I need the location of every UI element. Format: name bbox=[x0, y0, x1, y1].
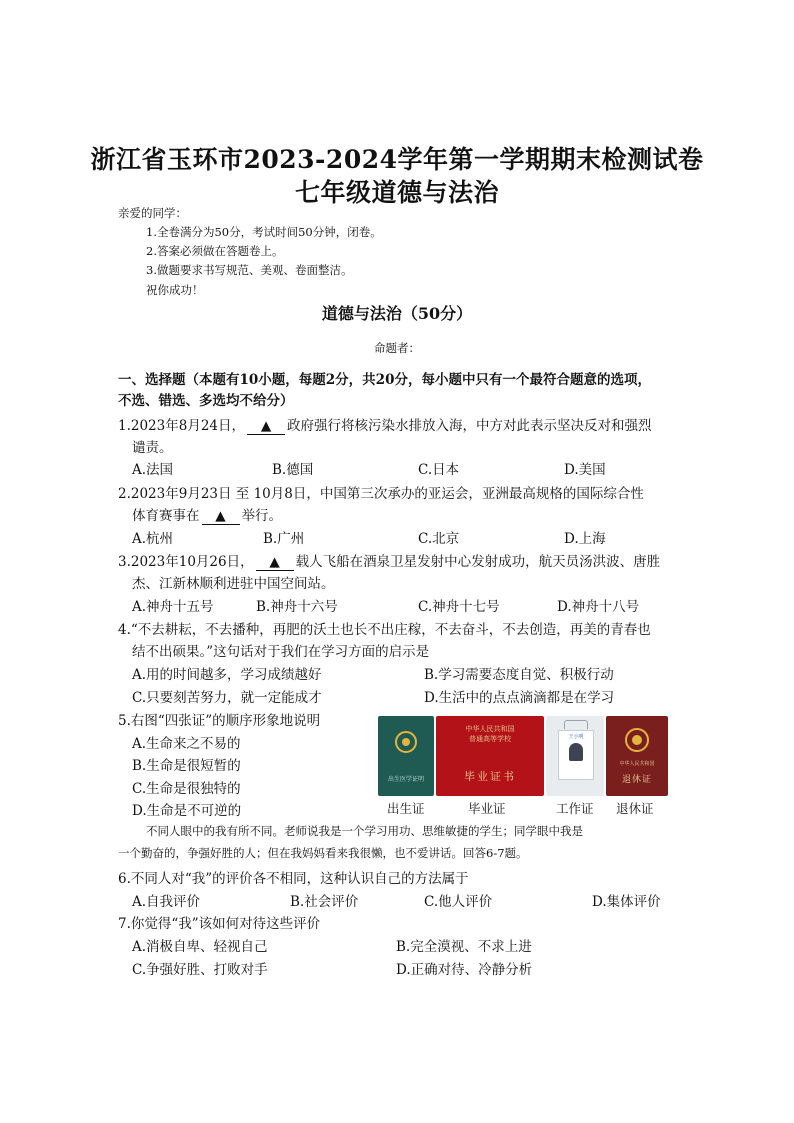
grad-header: 中华人民共和国 bbox=[465, 725, 515, 733]
id-badge-name: 王小明 bbox=[568, 734, 584, 740]
caption-graduation: 毕业证 bbox=[468, 801, 506, 816]
option-c: C.他人评价 bbox=[424, 894, 493, 910]
option-c: C.争强好胜、打败对手 bbox=[132, 962, 268, 978]
author-line: 命题者： bbox=[374, 341, 420, 355]
work-id-image bbox=[546, 716, 604, 796]
notice-item: 2.答案必须做在答题卷上。 bbox=[146, 244, 284, 258]
question-7-stem: 7.你觉得“我”该如何对待这些评价 bbox=[118, 916, 321, 932]
option-d: D.集体评价 bbox=[592, 894, 661, 910]
option-c: C.日本 bbox=[418, 462, 460, 478]
id-badge-card bbox=[558, 730, 594, 780]
caption-birth: 出生证 bbox=[387, 801, 425, 816]
question-4-stem-cont: 结不出硕果。”这句话对于我们在学习方面的启示是 bbox=[132, 644, 430, 660]
section-heading-cont: 不选、错选、多选均不给分） bbox=[118, 393, 294, 409]
option-a: A.消极自卑、轻视自己 bbox=[132, 939, 268, 955]
option-d: D.正确对待、冷静分析 bbox=[396, 962, 533, 978]
retirement-certificate-image bbox=[606, 716, 668, 796]
exam-subtitle: 七年级道德与法治 bbox=[294, 178, 499, 207]
answer-blank: ▲ bbox=[202, 508, 240, 525]
birth-certificate-image bbox=[378, 716, 434, 796]
question-3-stem: 3.2023年10月26日， ▲ 载人飞船在酒泉卫星发射中心发射成功，航天员汤洪波、唐胜 bbox=[118, 554, 661, 570]
option-b: B.德国 bbox=[272, 462, 314, 478]
option-b: B.社会评价 bbox=[290, 894, 359, 910]
graduation-certificate-image bbox=[436, 716, 544, 796]
subject-heading: 道德与法治（50分） bbox=[321, 304, 473, 323]
option-d: D.神舟十八号 bbox=[557, 599, 640, 615]
question-6-stem: 6.不同人对“我”的评价各不相同，这种认识自己的方法属于 bbox=[118, 871, 469, 887]
option-b: B.神舟十六号 bbox=[256, 599, 338, 615]
reading-passage: 不同人眼中的我有所不同。老师说我是一个学习用功、思维敏捷的学生；同学眼中我是 bbox=[146, 824, 583, 838]
question-2-stem: 2.2023年9月23日 至 10月8日，中国第三次承办的亚运会，亚洲最高规格的国际综合性 bbox=[118, 486, 644, 502]
question-1-stem: 1.2023年8月24日， ▲ 政府强行将核污染水排放入海，中方对此表示坚决反对和强烈 bbox=[118, 418, 652, 434]
person-photo-icon bbox=[569, 743, 583, 761]
notice-item: 3.做题要求书写规范、美观、卷面整洁。 bbox=[146, 263, 353, 277]
notice-greeting: 亲爱的同学： bbox=[118, 206, 187, 220]
option-a: A.自我评价 bbox=[132, 894, 201, 910]
notice-item: 1.全卷满分为50分，考试时间50分钟，闭卷。 bbox=[146, 225, 382, 239]
option-d: D.生活中的点点滴滴都是在学习 bbox=[424, 690, 615, 706]
caption-retirement: 退休证 bbox=[616, 801, 654, 816]
birth-cert-text: 出生医学证明 bbox=[387, 776, 424, 783]
option-c: C.只要刻苦努力，就一定能成才 bbox=[132, 690, 322, 706]
option-a: A.用的时间越多，学习成绩越好 bbox=[132, 667, 322, 683]
exam-title: 浙江省玉环市2023-2024学年第一学期期末检测试卷 bbox=[90, 145, 704, 174]
question-5-stem: 5.右图“四张证”的顺序形象地说明 bbox=[118, 713, 321, 729]
grad-header-2: 普通高等学校 bbox=[469, 735, 511, 743]
reading-passage-cont: 一个勤奋的，争强好胜的人；但在我妈妈看来我很懒，也不爱讲话。回答6-7题。 bbox=[118, 846, 528, 860]
lanyard-clip-icon bbox=[564, 720, 588, 729]
retire-cert-text: 退休证 bbox=[621, 775, 652, 785]
option-c: C.神舟十七号 bbox=[418, 599, 500, 615]
option-b: B.学习需要态度自觉、积极行动 bbox=[424, 667, 614, 683]
option-a: A.法国 bbox=[132, 462, 174, 478]
option-b: B.生命是很短暂的 bbox=[132, 758, 241, 774]
option-a: A.神舟十五号 bbox=[132, 599, 214, 615]
notice-wish: 祝你成功！ bbox=[146, 283, 204, 297]
section-heading: 一、选择题（本题有10小题，每题2分，共20分，每小题中只有一个最符合题意的选项， bbox=[118, 372, 651, 388]
grad-cert-text: 毕业证书 bbox=[464, 770, 516, 783]
question-2-stem-cont: 体育赛事在 ▲ 举行。 bbox=[132, 508, 282, 524]
national-emblem-icon bbox=[378, 716, 434, 796]
caption-work: 工作证 bbox=[556, 801, 594, 816]
option-c: C.生命是很独特的 bbox=[132, 781, 241, 797]
option-a: A.杭州 bbox=[132, 531, 174, 547]
option-b: B.完全漠视、不求上进 bbox=[396, 939, 532, 955]
option-d: D.生命是不可逆的 bbox=[132, 803, 242, 819]
question-3-stem-cont: 杰、江新林顺利进驻中国空间站。 bbox=[132, 576, 335, 592]
option-b: B.广州 bbox=[263, 531, 305, 547]
answer-blank: ▲ bbox=[247, 418, 285, 435]
option-c: C.北京 bbox=[418, 531, 460, 547]
answer-blank: ▲ bbox=[256, 554, 294, 571]
question-1-stem-cont: 谴责。 bbox=[132, 440, 173, 456]
question-4-stem: 4.“不去耕耘，不去播种，再肥的沃土也长不出庄稼，不去奋斗，不去创造，再美的青春也 bbox=[118, 622, 651, 638]
option-a: A.生命来之不易的 bbox=[132, 736, 241, 752]
option-d: D.美国 bbox=[564, 462, 606, 478]
option-d: D.上海 bbox=[564, 531, 606, 547]
retire-header: 中华人民共和国 bbox=[619, 761, 655, 767]
